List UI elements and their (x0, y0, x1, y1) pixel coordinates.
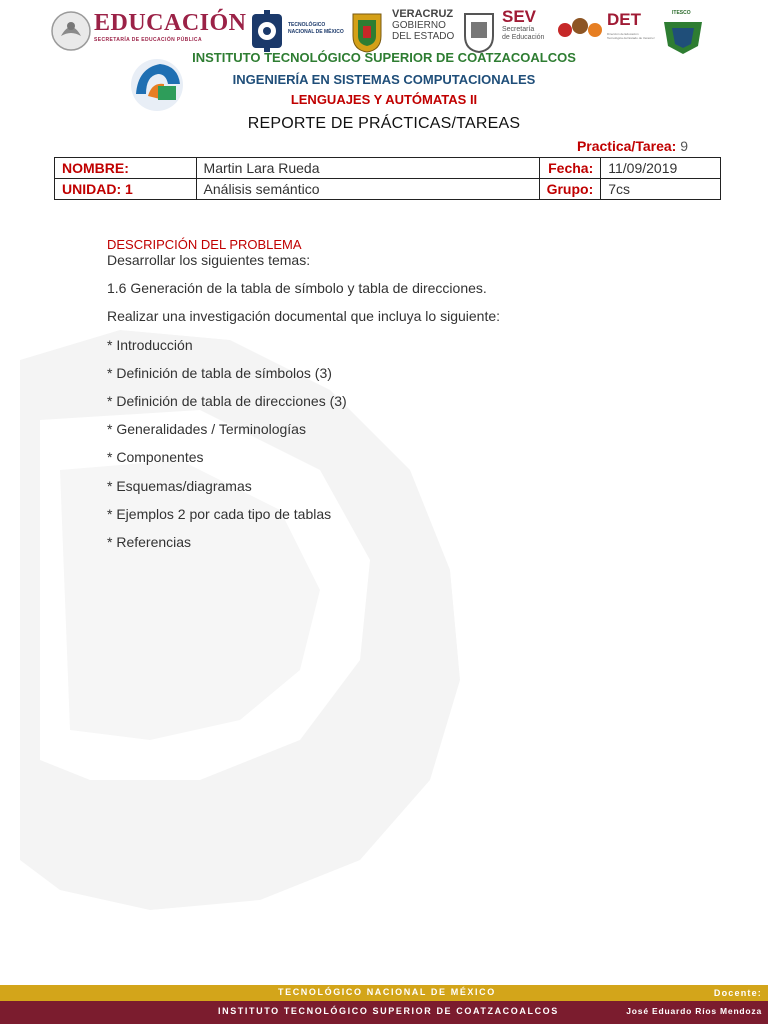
footer-bottom-bar (0, 1001, 768, 1024)
section-title: DESCRIPCIÓN DEL PROBLEMA (107, 237, 302, 252)
footer-top-bar (0, 985, 768, 1001)
fecha-value: 11/09/2019 (601, 158, 721, 179)
educacion-title: EDUCACIÓN (94, 10, 247, 36)
det-subtitle: Dirección de Educación Tecnológica del Estado de Veracruz (607, 32, 655, 40)
det-title: DET (607, 10, 641, 29)
list-item: * Definición de tabla de direcciones (3) (107, 392, 347, 409)
list-item: * Referencias (107, 533, 192, 550)
unidad-value: Análisis semántico (196, 179, 539, 200)
table-row (55, 158, 721, 179)
list-item: 1.6 Generación de la tabla de símbolo y tabla de direcciones. (107, 280, 487, 297)
student-info-table (54, 157, 721, 200)
list-item: Desarrollar los siguientes temas: (107, 252, 311, 268)
table-row (55, 179, 721, 200)
description-lines (107, 252, 707, 562)
list-item: * Ejemplos 2 por cada tipo de tablas (107, 505, 332, 522)
mexico-seal-icon (50, 10, 92, 52)
veracruz-seal-icon (349, 10, 385, 54)
nombre-label: NOMBRE: (55, 158, 197, 179)
sev-title: SEV (502, 7, 537, 26)
nombre-value: Martin Lara Rueda (196, 158, 539, 179)
det-logo (555, 8, 655, 56)
institute-name: INSTITUTO TECNOLÓGICO SUPERIOR DE COATZACOALCOS (192, 50, 576, 65)
footer-institute: INSTITUTO TECNOLÓGICO SUPERIOR DE COATZACOALCOS (218, 1006, 559, 1016)
itesco-logo (658, 8, 708, 56)
logo-strip (50, 8, 720, 56)
list-item: * Esquemas/diagramas (107, 477, 252, 494)
sev-sub2: de Educación (502, 34, 545, 41)
grupo-label: Grupo: (539, 179, 601, 200)
unidad-label: UNIDAD: 1 (55, 179, 197, 200)
veracruz-title: VERACRUZ (392, 8, 454, 20)
practica-field (577, 138, 688, 154)
list-item: Realizar una investigación documental que incluya lo siguiente: (107, 308, 501, 325)
problem-description (107, 238, 707, 562)
veracruz-sub2: DEL ESTADO (392, 31, 455, 42)
sev-sub1: Secretaría (502, 26, 535, 33)
sev-logo (502, 8, 558, 56)
veracruz-sub1: GOBIERNO (392, 20, 446, 31)
fecha-label: Fecha: (539, 158, 601, 179)
tecnm-logo (248, 8, 348, 56)
practica-value: 9 (680, 138, 688, 154)
footer-tecnm: TECNOLÓGICO NACIONAL DE MÉXICO (278, 987, 496, 997)
tecnm-line1: TECNOLÓGICO (288, 22, 326, 28)
report-title: REPORTE DE PRÁCTICAS/TAREAS (247, 115, 521, 132)
subject-name: LENGUAJES Y AUTÓMATAS II (290, 92, 478, 107)
gear-icon (248, 8, 286, 54)
practica-label: Practica/Tarea: (576, 138, 677, 154)
tecnm-line2: NACIONAL DE MÉXICO (288, 29, 344, 35)
list-item: * Introducción (107, 336, 193, 353)
sev-seal-icon (461, 10, 497, 54)
det-emblem-icon (555, 8, 605, 48)
veracruz-logo (392, 8, 462, 56)
educacion-subtitle: SECRETARÍA DE EDUCACIÓN PÚBLICA (94, 37, 202, 43)
list-item: * Generalidades / Terminologías (107, 421, 306, 438)
list-item: * Componentes (107, 449, 204, 466)
footer-docente-name: José Eduardo Ríos Mendoza (626, 1006, 762, 1016)
list-item: * Definición de tabla de símbolos (3) (107, 364, 332, 381)
footer-docente-label: Docente: (713, 988, 762, 998)
career-name: INGENIERÍA EN SISTEMAS COMPUTACIONALES (232, 72, 536, 87)
itesco-label: ITESCO (672, 10, 691, 16)
grupo-value: 7cs (601, 179, 721, 200)
